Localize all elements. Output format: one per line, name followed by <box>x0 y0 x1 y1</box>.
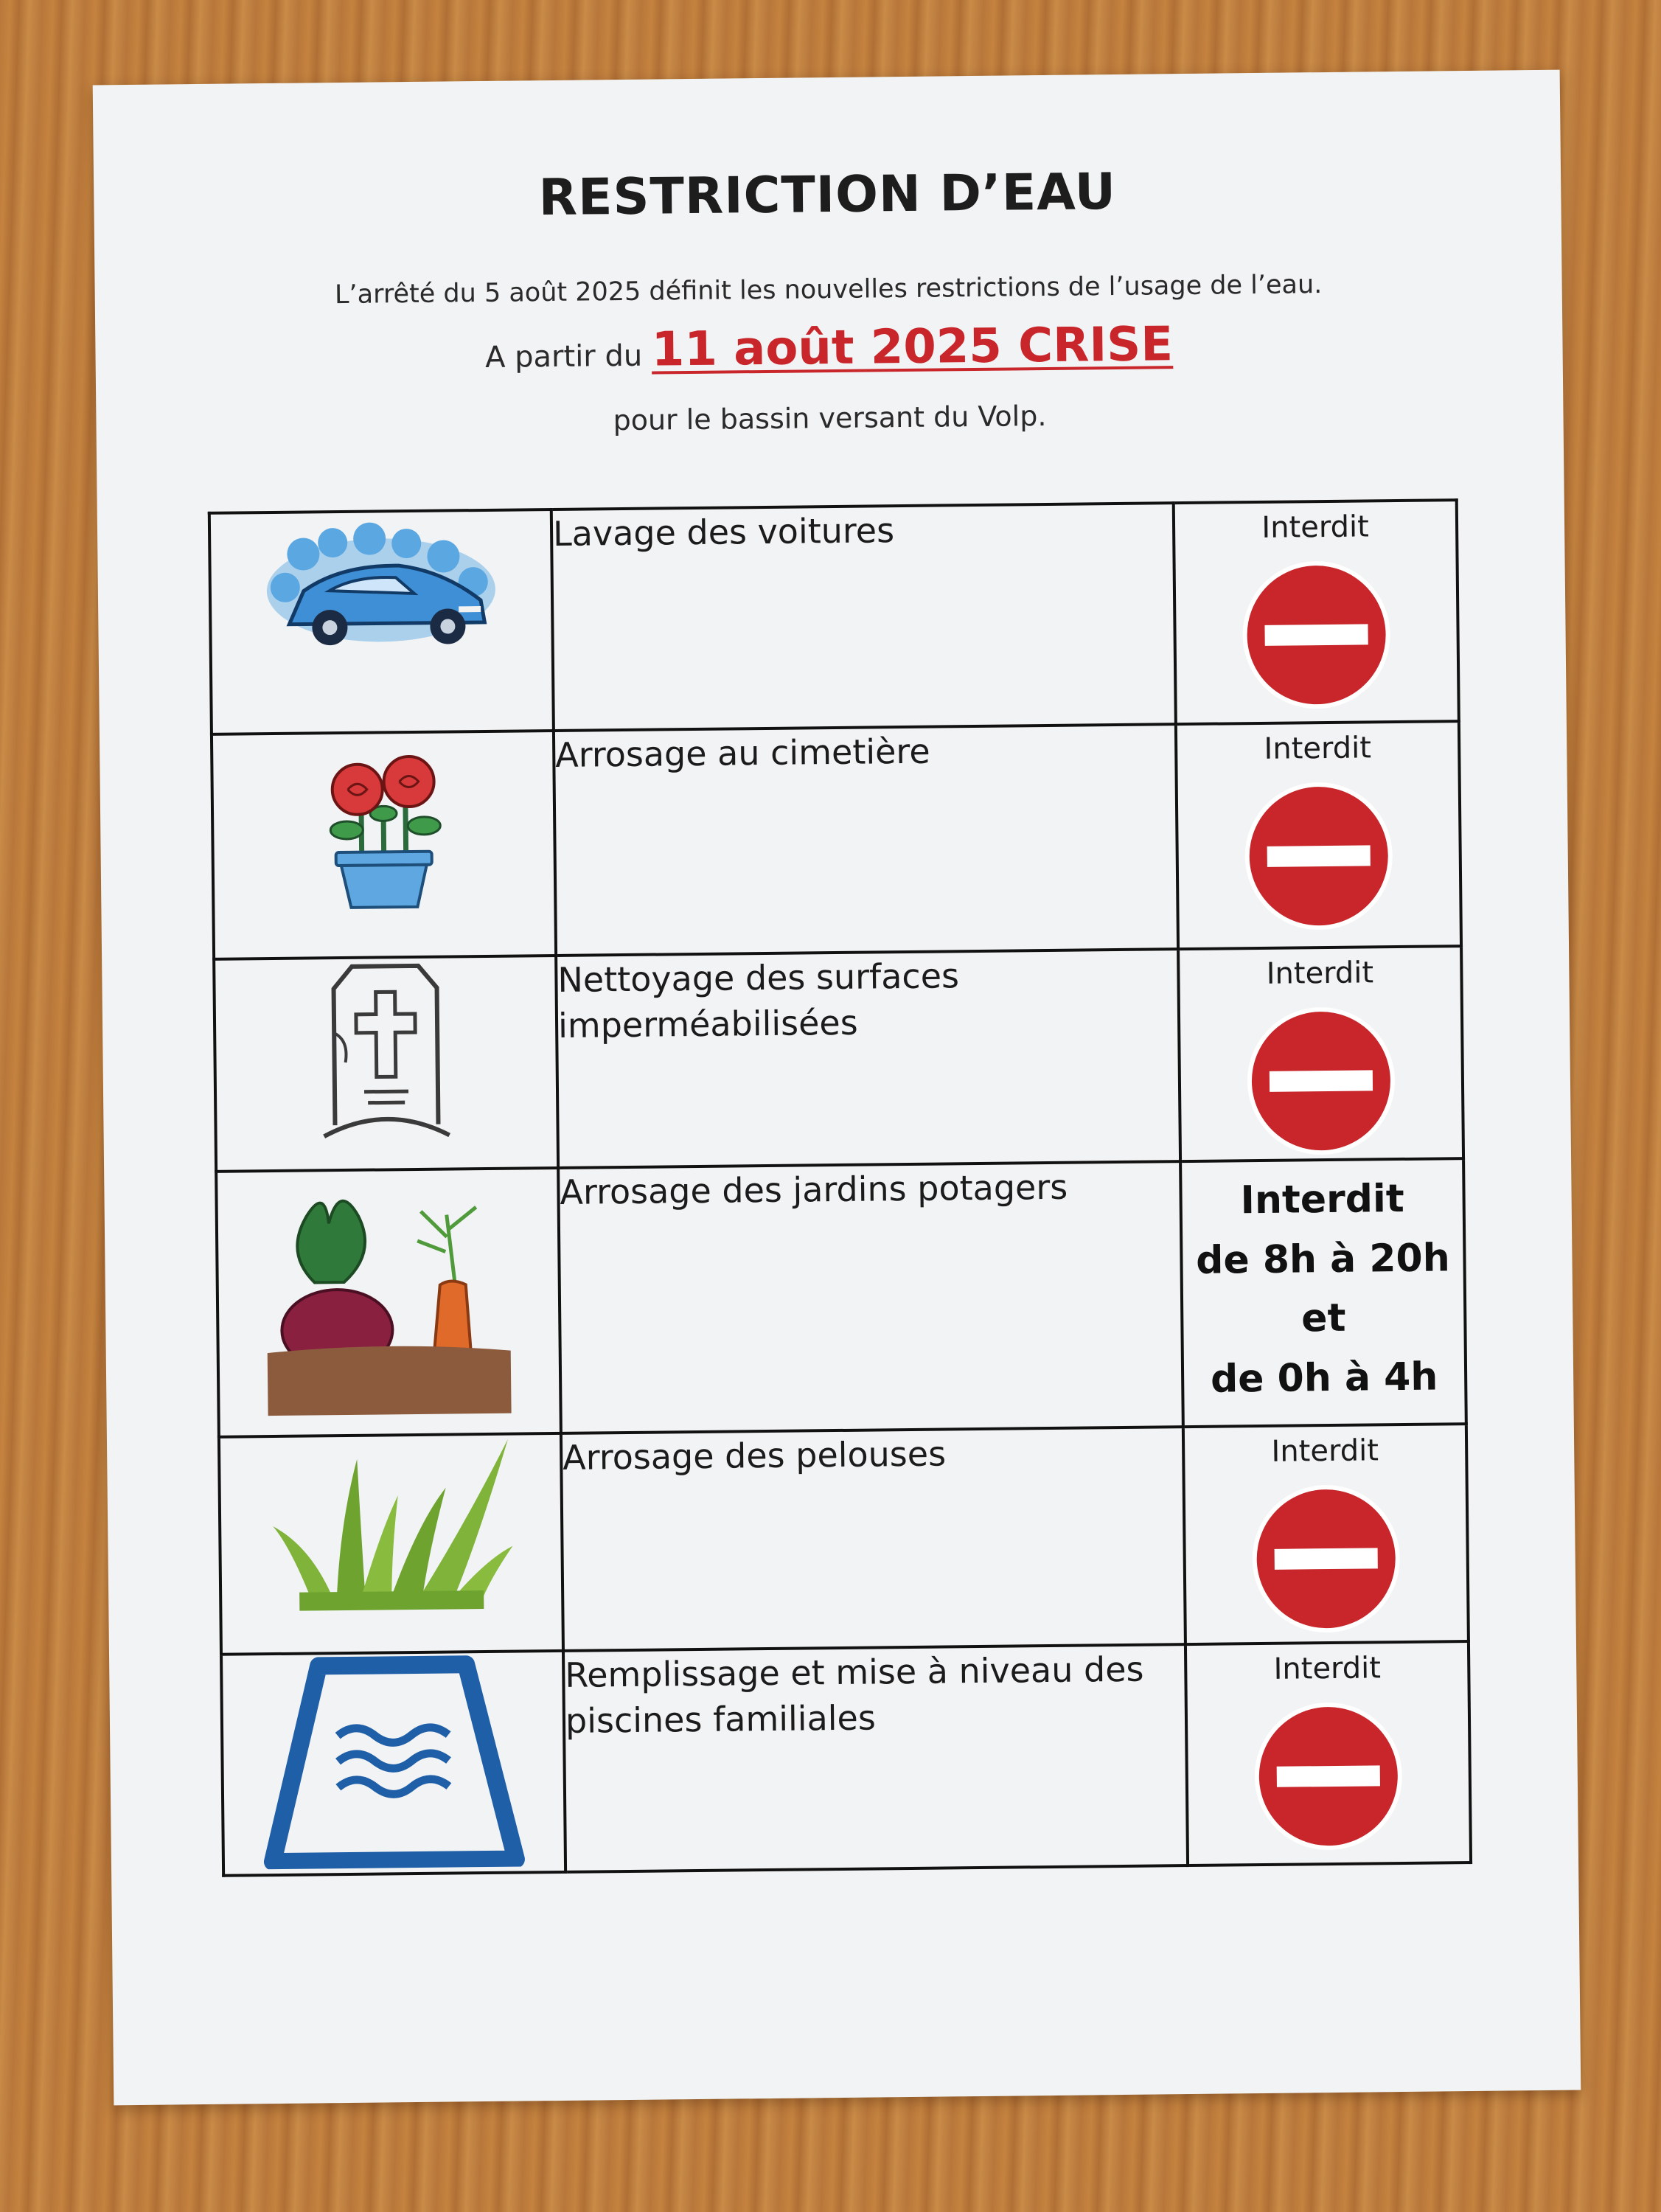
restrictions-table <box>208 498 1472 1877</box>
table-row <box>212 721 1461 959</box>
no-entry-sign-icon <box>1243 1003 1399 1159</box>
no-entry-sign-icon <box>1250 1698 1407 1854</box>
car-wash-icon <box>211 511 551 662</box>
basin-line: pour le bassin versant du Volp. <box>613 399 1047 437</box>
grass-icon <box>220 1435 561 1615</box>
restriction-status: Interdit <box>1264 731 1372 766</box>
table-row <box>219 1424 1469 1655</box>
swimming-pool-icon <box>223 1652 564 1870</box>
no-entry-sign-icon <box>1248 1481 1404 1637</box>
no-entry-sign-icon <box>1241 778 1397 934</box>
table-row <box>209 500 1459 734</box>
crisis-date-highlight: 11 août 2025 CRISE <box>651 317 1174 378</box>
restriction-label: Remplissage et mise à niveau des piscines familiales <box>565 1649 1144 1741</box>
restriction-label: Nettoyage des surfaces imperméabilisées <box>557 956 960 1046</box>
table-row <box>216 1158 1466 1437</box>
notice-title: RESTRICTION D’EAU <box>538 162 1117 228</box>
restriction-label: Arrosage des pelouses <box>562 1433 947 1478</box>
restriction-status: Interdit <box>1273 1651 1382 1686</box>
restriction-label: Arrosage des jardins potagers <box>560 1166 1068 1212</box>
restriction-status: Interdit de 8h à 20h et de 0h à 4h <box>1195 1176 1451 1402</box>
vegetable-garden-icon <box>217 1169 560 1424</box>
gravestone-icon <box>215 957 557 1145</box>
restriction-status: Interdit <box>1266 956 1374 991</box>
restriction-status: Interdit <box>1271 1433 1379 1469</box>
table-row <box>214 946 1463 1172</box>
restriction-label: Lavage des voitures <box>552 510 895 554</box>
start-date-prefix: A partir du <box>484 338 643 375</box>
notice-sheet <box>93 70 1581 2106</box>
restriction-label: Arrosage au cimetière <box>554 731 930 775</box>
no-entry-sign-icon <box>1239 557 1395 713</box>
table-row <box>221 1641 1471 1876</box>
decree-intro: L’arrêté du 5 août 2025 définit les nouvelles restrictions de l’usage de l’eau. <box>334 270 1323 310</box>
flower-pot-icon <box>213 732 554 920</box>
start-date-line <box>95 313 1563 383</box>
restriction-status: Interdit <box>1261 509 1370 545</box>
